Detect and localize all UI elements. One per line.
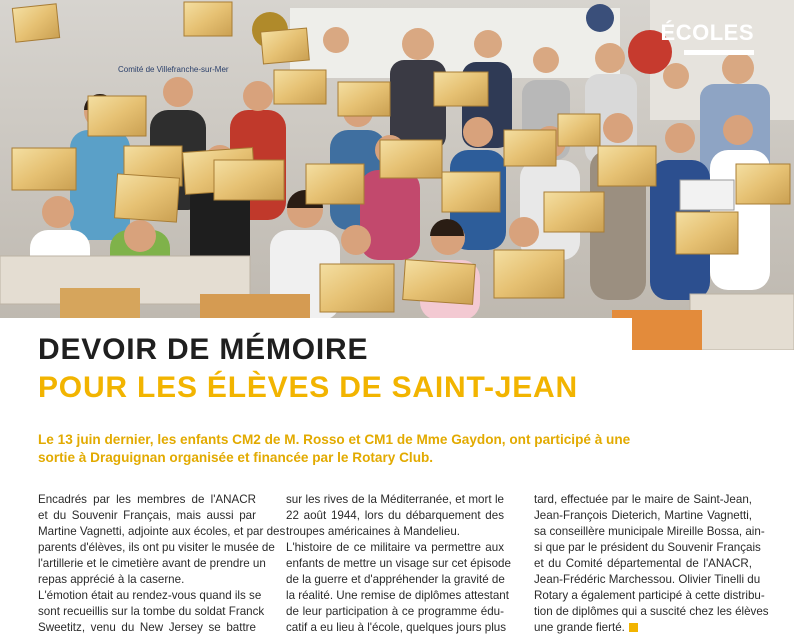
body-line: catif a eu lieu à l'école, quelques jours plus [286, 621, 507, 634]
body-line: de leur participation à ce programme édu- [286, 605, 504, 618]
lead-paragraph [38, 431, 758, 467]
headline-box [0, 318, 632, 414]
body-column-2 [286, 492, 511, 636]
body-line: enfants de mettre un visage sur cet épisode [286, 557, 511, 570]
body-line: et du Comité départemental de l'ANACR, [534, 557, 752, 570]
body-line: troupes américaines à Mandelieu. [286, 525, 461, 538]
body-line: si que par le président du Souvenir Français [534, 541, 761, 554]
body-line: parents d'élèves, ils ont pu visiter le musée de [38, 541, 275, 554]
body-line: de la guerre et d'appréhender la gravité de [286, 573, 505, 586]
body-line: et du Souvenir Français, mais aussi par [38, 509, 256, 522]
body-line: sa conseillère municipale Mireille Bossa, ain- [534, 525, 765, 538]
end-of-article-icon [629, 623, 638, 632]
body-line: sur les rives de la Méditerranée, et mort le [286, 493, 504, 506]
lead-line: Le 13 juin dernier, les enfants CM2 de M. Rosso et CM1 de Mme Gaydon, ont participé à une [38, 432, 631, 447]
section-underline [684, 50, 754, 55]
lead-line: sortie à Draguignan organisée et financée par le Rotary Club. [38, 450, 434, 465]
headline-subtitle: POUR LES ÉLÈVES DE SAINT-JEAN [38, 371, 578, 404]
body-line: Rotary a également participé à cette distribu- [534, 589, 765, 602]
banner-text: Comité de Villefranche-sur-Mer [118, 65, 229, 74]
body-line: L'histoire de ce militaire va permettre aux [286, 541, 504, 554]
body-line-text: une grande fierté. [534, 621, 625, 634]
body-line: Encadrés par les membres de l'ANACR [38, 493, 256, 506]
body-line: 22 août 1944, lors du débarquement des [286, 509, 504, 522]
body-column-3 [534, 492, 769, 636]
body-line: tard, effectuée par le maire de Saint-Jean, [534, 493, 752, 506]
body-line-final [534, 620, 752, 636]
body-line: sont recueillis sur la tombe du soldat Franck [38, 605, 265, 618]
headline-title: DEVOIR DE MÉMOIRE [38, 333, 369, 366]
body-line: l'artillerie et le cimetière avant de prendre un [38, 557, 266, 570]
body-line: tion de diplômes qui a suscité chez les élèves [534, 605, 769, 618]
body-line: Jean-Frédéric Marchessou. Olivier Tinelli du [534, 573, 761, 586]
body-column-1 [38, 492, 286, 636]
body-line: Jean-François Dieterich, Martine Vagnetti, [534, 509, 752, 522]
body-line: Sweetitz, venu du New Jersey se battre [38, 621, 256, 634]
body-line: L'émotion était au rendez-vous quand ils se [38, 589, 262, 602]
body-line: Martine Vagnetti, adjointe aux écoles, et par des [38, 525, 286, 538]
body-line: repas apprécié à la caserne. [38, 573, 185, 586]
body-line: la réalité. Une remise de diplômes attestant [286, 589, 509, 602]
section-label: ÉCOLES [660, 20, 754, 45]
